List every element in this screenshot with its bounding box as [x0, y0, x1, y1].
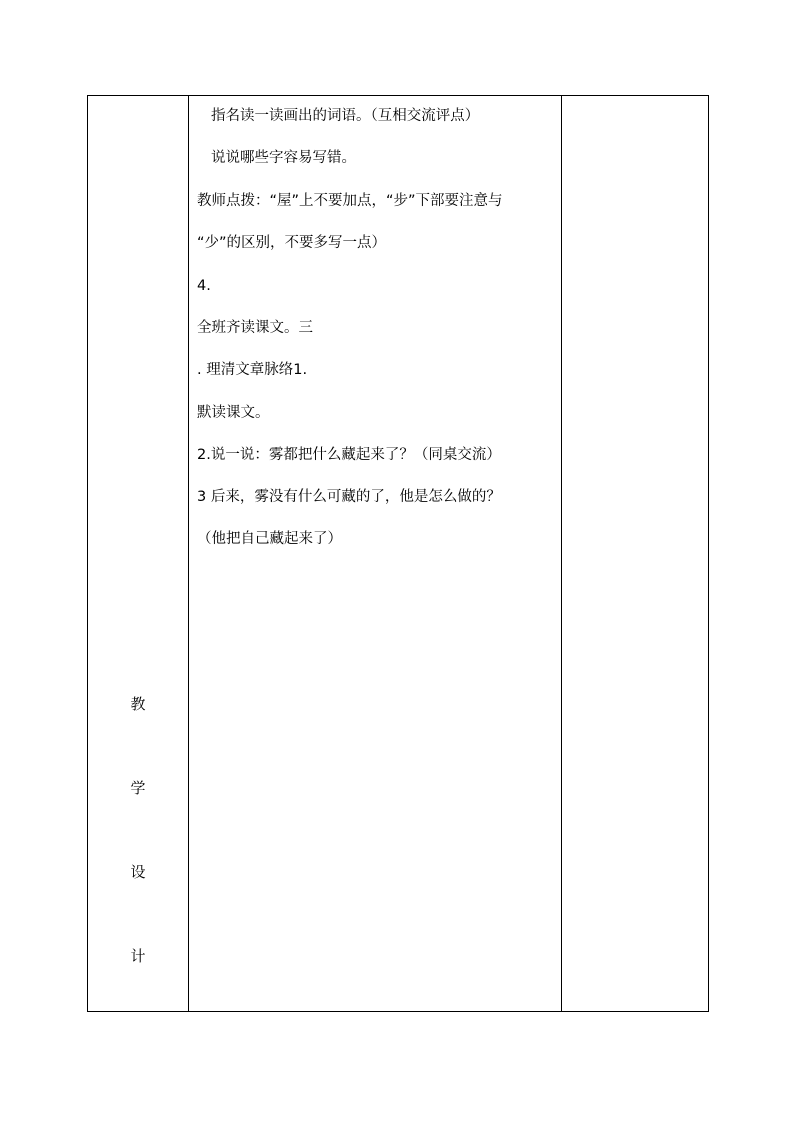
- section-label: [88, 692, 188, 1028]
- section-label-char: 教: [130, 695, 146, 713]
- content-line: 3 后来，雾没有什么可藏的了，他是怎么做的？: [197, 489, 501, 505]
- content-line: 2.说一说：雾都把什么藏起来了？（同桌交流）: [197, 447, 501, 463]
- section-label-char: 设: [130, 863, 146, 881]
- content-line: . 理清文章脉络1.: [197, 362, 308, 378]
- content-line: “少”的区别，不要多写一点）: [197, 235, 387, 251]
- content-line: 说说哪些字容易写错。: [211, 150, 356, 166]
- content-line: 指名读一读画出的词语。（互相交流评点）: [211, 108, 480, 124]
- content-line: （他把自己藏起来了）: [197, 531, 342, 547]
- section-label-cell: [88, 96, 189, 1012]
- content-line: 默读课文。: [197, 405, 270, 421]
- content-line: 4.: [197, 278, 211, 294]
- content-line: 全班齐读课文。三: [197, 320, 313, 336]
- lesson-plan-table: [87, 95, 709, 1012]
- content-cell: [189, 96, 562, 1012]
- content-line: 教师点拨：“屋”上不要加点，“步”下部要注意与: [197, 193, 503, 209]
- section-label-char: 计: [130, 947, 146, 965]
- notes-cell: [562, 96, 709, 1012]
- section-label-char: 学: [130, 779, 146, 797]
